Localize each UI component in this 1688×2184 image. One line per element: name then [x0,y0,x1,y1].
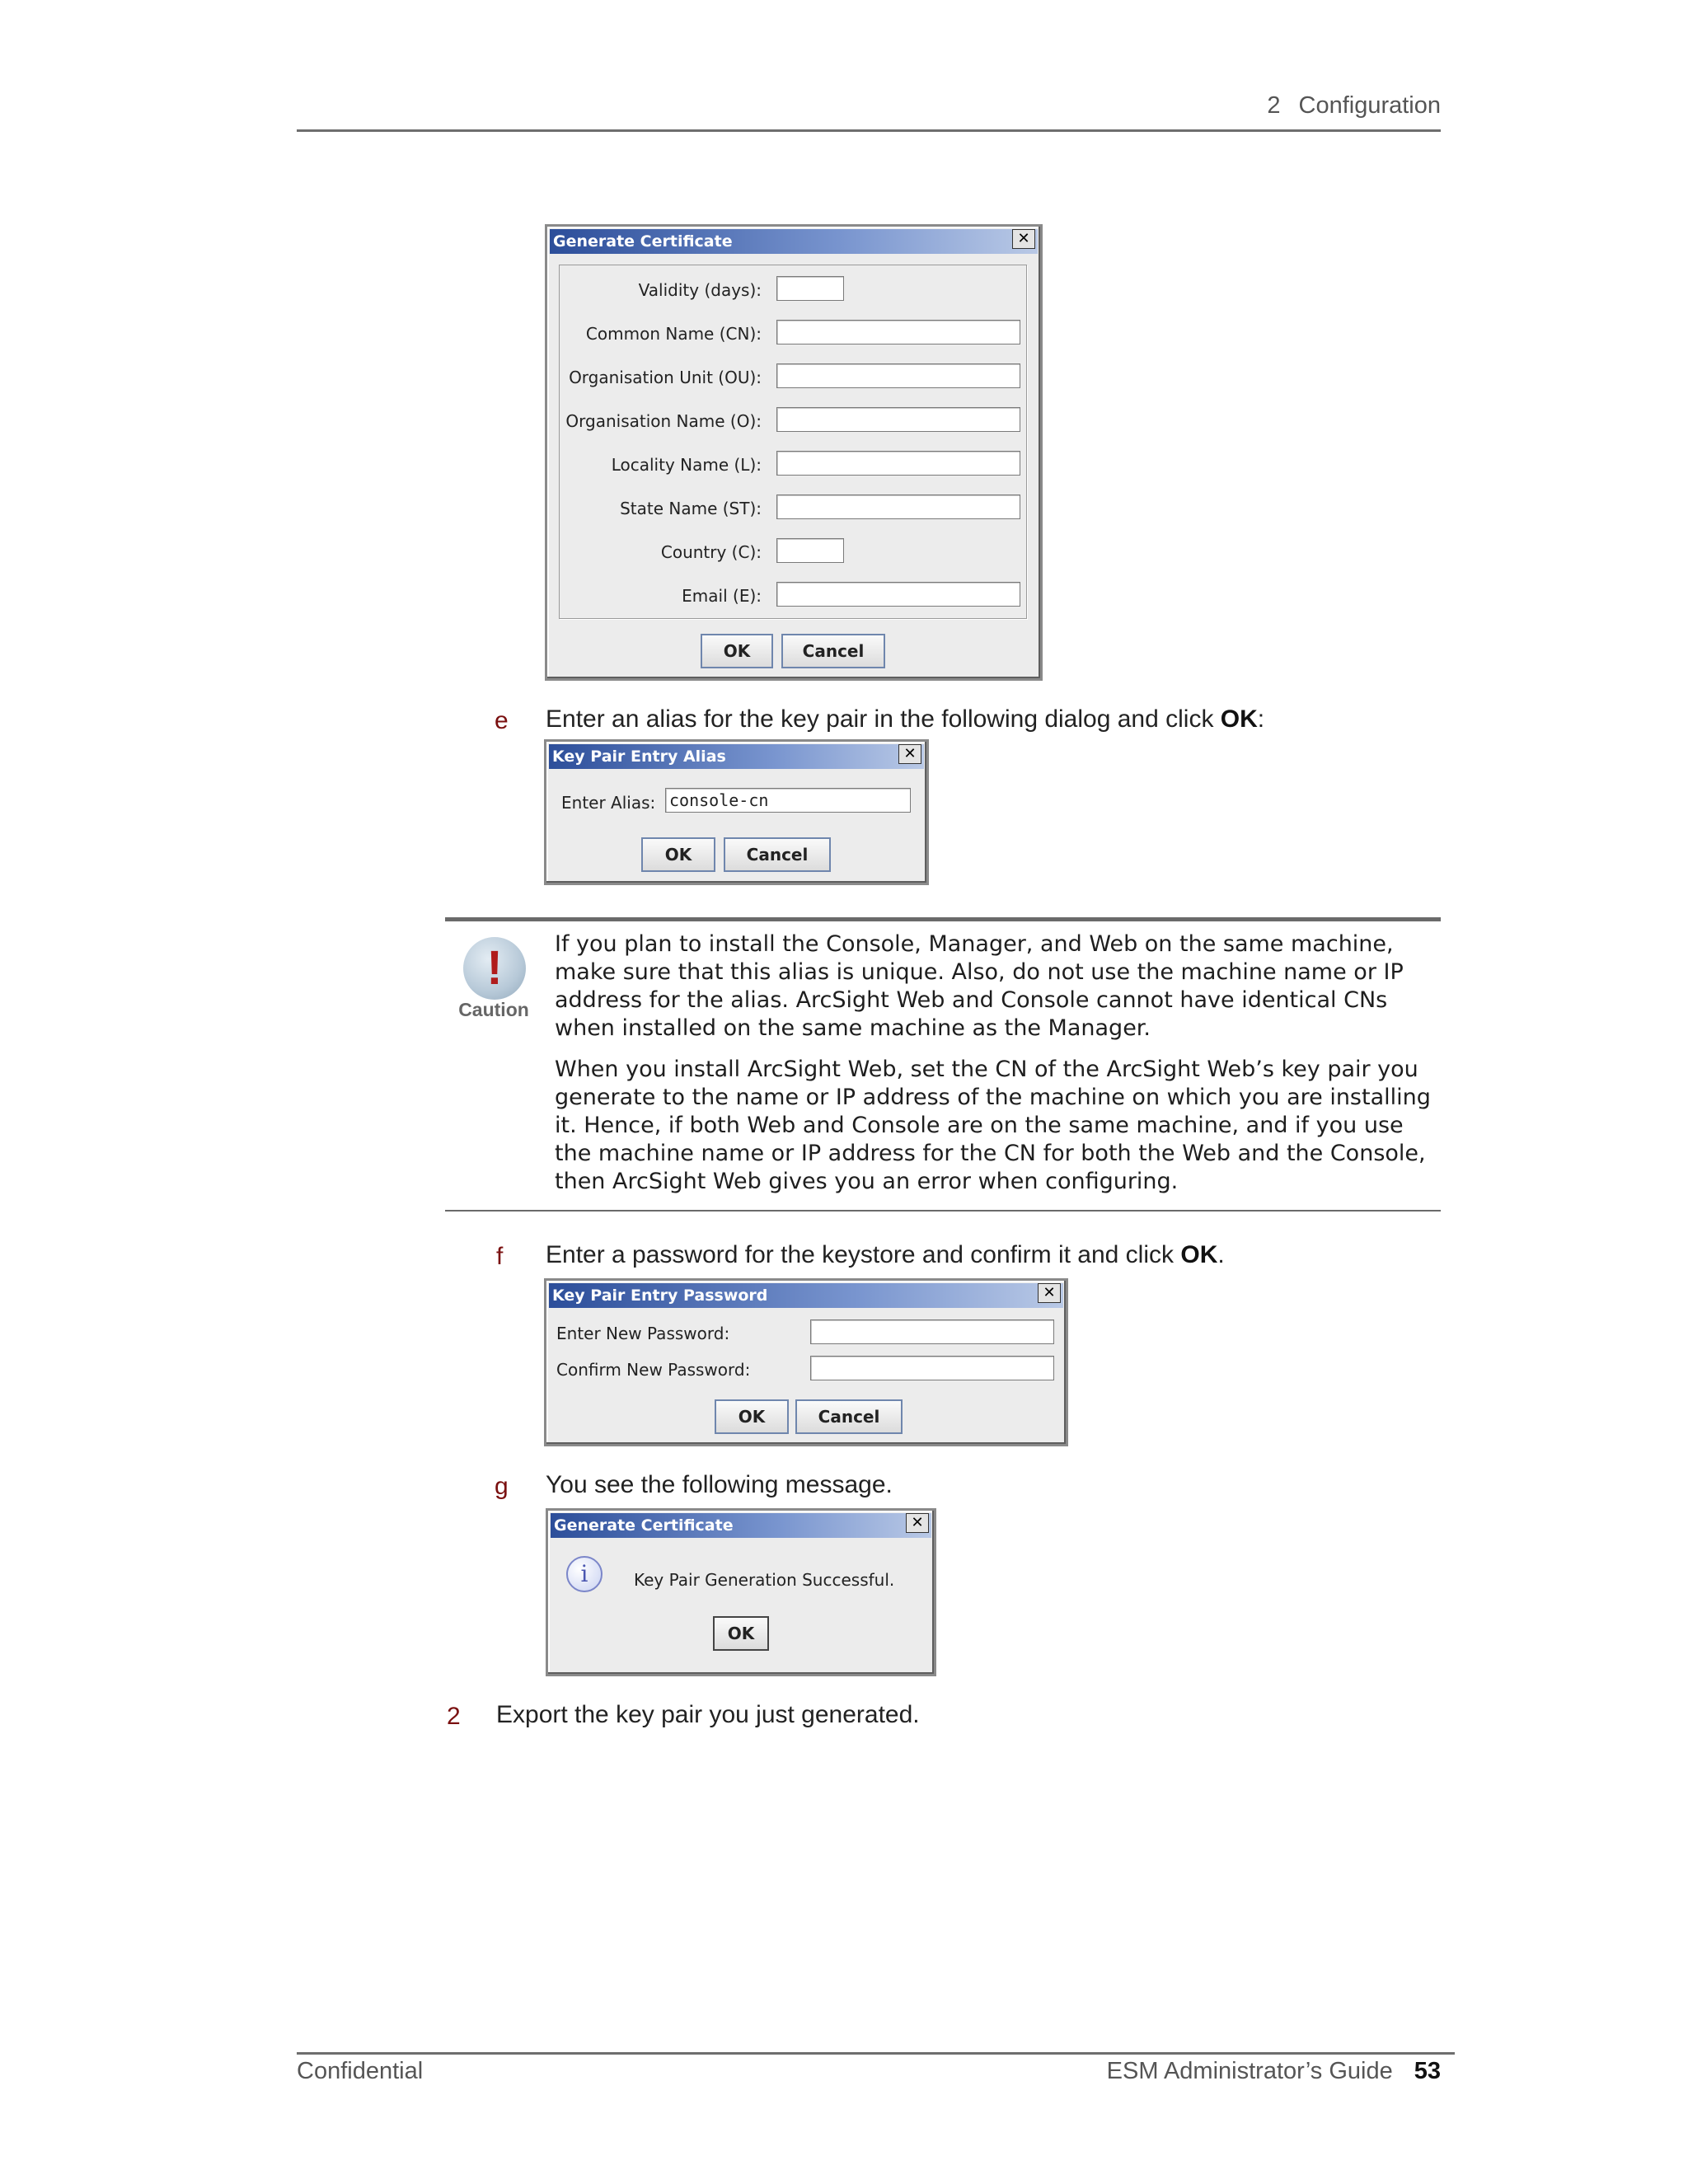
step-2-text: Export the key pair you just generated. [496,1701,920,1728]
dialog-title: Generate Certificate [554,1516,734,1535]
confirm-password-input[interactable] [810,1356,1054,1380]
success-message: Key Pair Generation Successful. [634,1570,895,1590]
step-2-number: 2 [447,1703,461,1730]
confirm-password-label: Confirm New Password: [556,1360,751,1380]
close-icon[interactable]: ✕ [1012,229,1035,249]
org-unit-label: Organisation Unit (OU): [569,368,762,387]
locality-label: Locality Name (L): [611,455,762,475]
step-e-tail: : [1257,705,1265,733]
dialog-title-bar [551,1513,931,1538]
country-input[interactable] [776,538,844,563]
new-password-input[interactable] [810,1319,1054,1344]
email-label: Email (E): [682,586,762,606]
page-header [1267,92,1441,120]
org-name-label: Organisation Name (O): [565,411,762,431]
close-icon[interactable]: ✕ [906,1513,929,1533]
caution-label: Caution [458,999,529,1020]
org-unit-input[interactable] [776,363,1020,388]
validity-input[interactable] [776,276,844,301]
dialog-title-bar [549,1283,1063,1308]
step-f-tail: . [1217,1241,1225,1268]
step-e-body: Enter an alias for the key pair in the following dialog and click [546,705,1221,733]
email-input[interactable] [776,582,1020,607]
dialog-title: Key Pair Entry Password [552,1286,768,1305]
state-label: State Name (ST): [620,499,762,518]
step-e-bold: OK [1220,705,1258,733]
step-f-bold: OK [1180,1241,1218,1268]
key-pair-alias-dialog [544,739,929,885]
dialog-title-bar [549,744,924,769]
new-password-label: Enter New Password: [556,1324,730,1343]
ok-button[interactable]: OK [713,1616,769,1651]
ok-button[interactable]: OK [715,1399,789,1434]
caution-icon: ! [463,937,526,1000]
step-f-text [546,1241,1225,1269]
footer-confidential: Confidential [297,2058,424,2084]
generation-success-dialog [546,1508,936,1676]
alias-label: Enter Alias: [561,793,656,813]
header-rule [297,129,1441,132]
cancel-button[interactable]: Cancel [781,634,885,668]
dialog-title: Generate Certificate [553,232,733,251]
chapter-number: 2 [1267,92,1281,119]
state-input[interactable] [776,494,1020,519]
step-e-text [546,705,1264,733]
footer-guide-title: ESM Administrator’s Guide [1106,2058,1393,2084]
info-icon: i [566,1556,603,1592]
dialog-title: Key Pair Entry Alias [552,748,726,766]
alias-input[interactable]: console-cn [665,788,911,813]
locality-input[interactable] [776,451,1020,476]
step-f-body: Enter a password for the keystore and confirm it and click [546,1241,1181,1268]
common-name-label: Common Name (CN): [585,324,762,344]
cancel-button[interactable]: Cancel [724,837,831,872]
caution-paragraph-2: When you install ArcSight Web, set the CN of the ArcSight Web’s key pair you generate to the name or IP address of the machine on which you are installing it. Hence, if both Web and Console are on the same machine, and if you use the machine name or IP address for the CN for both the Web and the Console, then ArcSight Web gives you an error when configuring. [555,1057,1431,1194]
cancel-button[interactable]: Cancel [795,1399,903,1434]
key-pair-password-dialog [544,1278,1068,1446]
caution-bottom-rule [445,1210,1441,1212]
country-label: Country (C): [660,542,762,562]
caution-paragraph-1: If you plan to install the Console, Manager, and Web on the same machine, make sure that this alias is unique. Also, do not use the machine name or IP address for the alias. ArcSight Web and Console cannot have identical CNs when installed on the same machine as the Manager. [555,931,1404,1041]
ok-button[interactable]: OK [641,837,715,872]
fields-panel [559,265,1027,619]
caution-top-rule [445,917,1441,921]
close-icon[interactable]: ✕ [898,744,921,764]
generate-certificate-dialog [545,224,1043,681]
common-name-input[interactable] [776,320,1020,344]
chapter-title: Configuration [1298,92,1441,119]
step-f-letter: f [496,1243,504,1270]
step-g-letter: g [495,1473,509,1500]
dialog-title-bar [550,229,1038,254]
close-icon[interactable]: ✕ [1038,1283,1061,1303]
footer-rule [297,2052,1455,2055]
step-e-letter: e [495,707,509,734]
footer-right [1107,2058,1441,2085]
org-name-input[interactable] [776,407,1020,432]
validity-label: Validity (days): [638,280,762,300]
step-g-text: You see the following message. [546,1471,893,1498]
ok-button[interactable]: OK [701,634,773,668]
page-number: 53 [1414,2058,1441,2084]
